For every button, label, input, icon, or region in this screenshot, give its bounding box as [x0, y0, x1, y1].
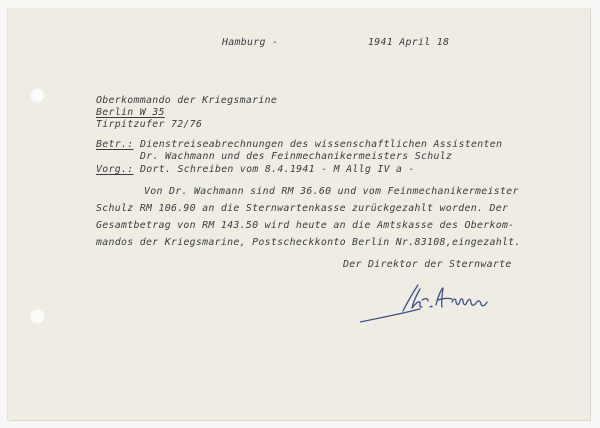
- subject-line-1: Dienstreiseabrechnungen des wissenschaftlichen Assistenten: [140, 139, 503, 150]
- director-signature: [360, 276, 520, 326]
- subject-line-2: Dr. Wachmann und des Feinmechanikermeisters Schulz: [140, 151, 453, 162]
- reference-text: Dort. Schreiben vom 8.4.1941 - M Allg IV a -: [140, 164, 415, 175]
- body-line-4: mandos der Kriegsmarine, Postscheckkonto Berlin Nr.83108,eingezahlt.: [96, 237, 521, 248]
- punch-hole-bottom: [30, 309, 45, 324]
- reference-label: Vorg.:: [96, 164, 134, 175]
- closing-line: Der Direktor der Sternwarte: [343, 259, 512, 270]
- body-line-1: Von Dr. Wachmann sind RM 36.60 und vom Feinmechanikermeister: [144, 186, 519, 197]
- recipient-line-3: Tirpitzufer 72/76: [96, 119, 203, 130]
- punch-hole-top: [30, 88, 45, 103]
- subject-label: Betr.:: [96, 139, 134, 150]
- body-line-3: Gesamtbetrag von RM 143.50 wird heute an die Amtskasse des Oberkom-: [96, 220, 515, 231]
- recipient-line-1: Oberkommando der Kriegsmarine: [96, 95, 278, 106]
- header-place: Hamburg -: [222, 37, 279, 48]
- letter-sheet: [8, 8, 590, 420]
- recipient-line-2: Berlin W 35: [96, 107, 165, 118]
- header-date: 1941 April 18: [368, 37, 450, 48]
- body-line-2: Schulz RM 106.90 an die Sternwartenkasse zurückgezahlt worden. Der: [96, 203, 509, 214]
